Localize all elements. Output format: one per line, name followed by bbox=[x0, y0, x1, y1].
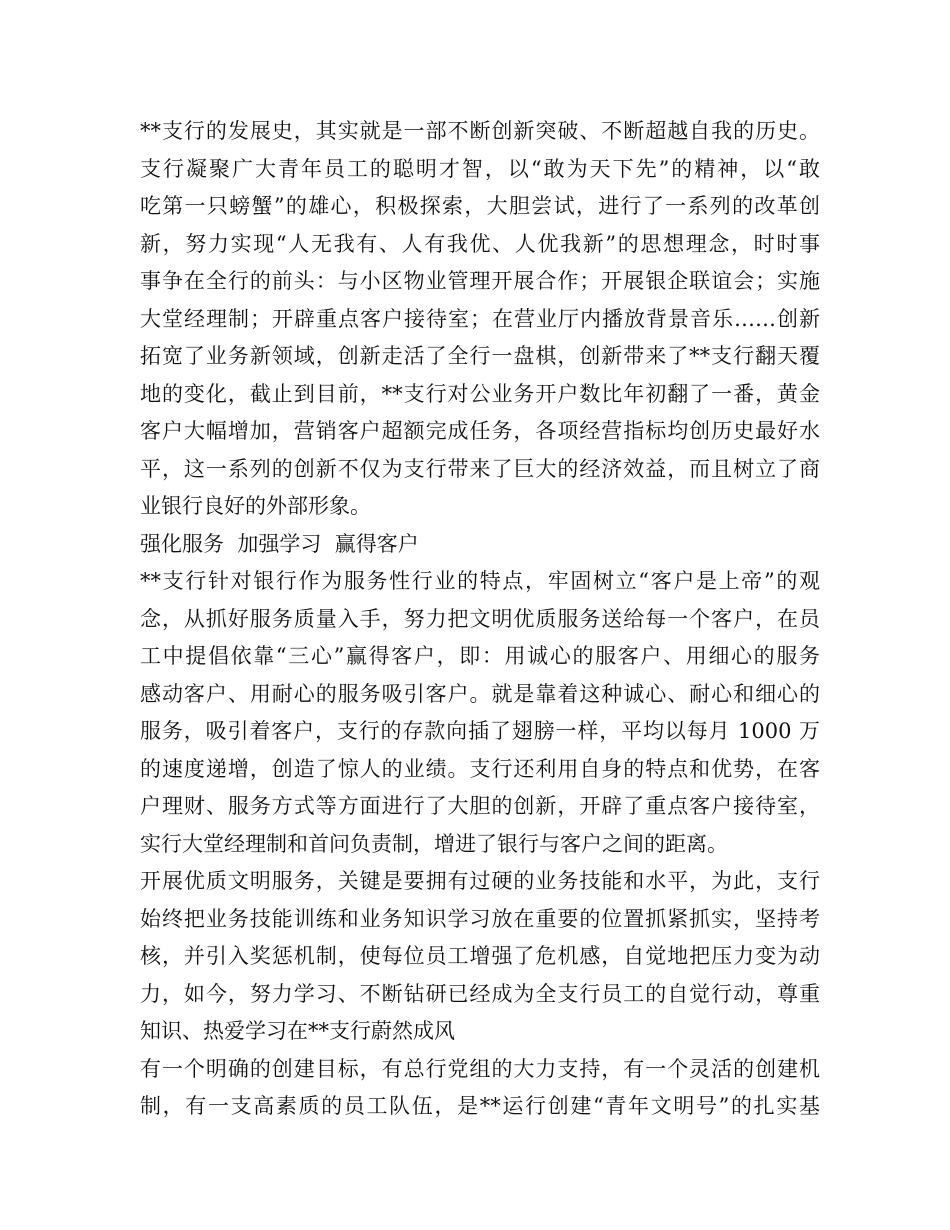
text-line: 服务，吸引着客户，支行的存款向插了翅膀一样，平均以每月 1000 万 bbox=[140, 719, 820, 743]
text-line: 有一个明确的创建目标，有总行党组的大力支持，有一个灵活的创建机 bbox=[140, 1056, 820, 1081]
text-line: 吃第一只螃蟹”的雄心，积极探索，大胆尝试，进行了一系列的改革创 bbox=[140, 194, 820, 218]
text-line: 开展优质文明服务，关键是要拥有过硬的业务技能和水平，为此，支行 bbox=[140, 869, 820, 893]
text-line: 念，从抓好服务质量入手，努力把文明优质服务送给每一个客户，在员 bbox=[140, 606, 820, 631]
text-line: 客户大幅增加，营销客户超额完成任务，各项经营指标均创历史最好水 bbox=[140, 419, 820, 443]
text-line: 制，有一支高素质的员工队伍，是**运行创建“青年文明号”的扎实基 bbox=[140, 1094, 820, 1118]
text-line: 的速度递增，创造了惊人的业绩。支行还利用自身的特点和优势，在客 bbox=[140, 756, 820, 781]
text-line: 感动客户、用耐心的服务吸引客户。就是靠着这种诚心、耐心和细心的 bbox=[140, 681, 820, 706]
text-line: 平，这一系列的创新不仅为支行带来了巨大的经济效益，而且树立了商 bbox=[140, 456, 820, 481]
text-line: 地的变化，截止到目前，**支行对公业务开户数比年初翻了一番，黄金 bbox=[140, 381, 820, 406]
text-line: 大堂经理制；开辟重点客户接待室；在营业厅内播放背景音乐……创新 bbox=[140, 306, 820, 331]
text-line: 工中提倡依靠“三心”赢得客户，即：用诚心的服客户、用细心的服务 bbox=[140, 644, 820, 668]
text-line: **支行的发展史，其实就是一部不断创新突破、不断超越自我的历史。 bbox=[140, 119, 820, 143]
text-line: **支行针对银行作为服务性行业的特点，牢固树立“客户是上帝”的观 bbox=[140, 569, 820, 593]
text-line: 实行大堂经理制和首问负责制，增进了银行与客户之间的距离。 bbox=[140, 831, 728, 856]
text-line: 力，如今，努力学习、不断钻研已经成为全支行员工的自觉行动，尊重 bbox=[140, 981, 820, 1006]
text-line: 事争在全行的前头：与小区物业管理开展合作；开展银企联谊会；实施 bbox=[140, 269, 820, 293]
text-line: 始终把业务技能训练和业务知识学习放在重要的位置抓紧抓实，坚持考 bbox=[140, 906, 820, 931]
text-line: 知识、热爱学习在**支行蔚然成风 bbox=[140, 1019, 455, 1043]
text-line: 业银行良好的外部形象。 bbox=[140, 494, 371, 518]
text-line: 户理财、服务方式等方面进行了大胆的创新，开辟了重点客户接待室， bbox=[140, 794, 820, 818]
text-line: 拓宽了业务新领域，创新走活了全行一盘棋，创新带来了**支行翻天覆 bbox=[140, 344, 820, 368]
text-line: 支行凝聚广大青年员工的聪明才智，以“敢为天下先”的精神，以“敢 bbox=[140, 156, 820, 181]
document-body bbox=[140, 113, 820, 1126]
text-line: 核，并引入奖惩机制，使每位员工增强了危机感，自觉地把压力变为动 bbox=[140, 944, 820, 968]
text-line: 强化服务 加强学习 赢得客户 bbox=[140, 531, 419, 556]
text-line: 新，努力实现“人无我有、人有我优、人优我新”的思想理念，时时事 bbox=[140, 231, 820, 256]
